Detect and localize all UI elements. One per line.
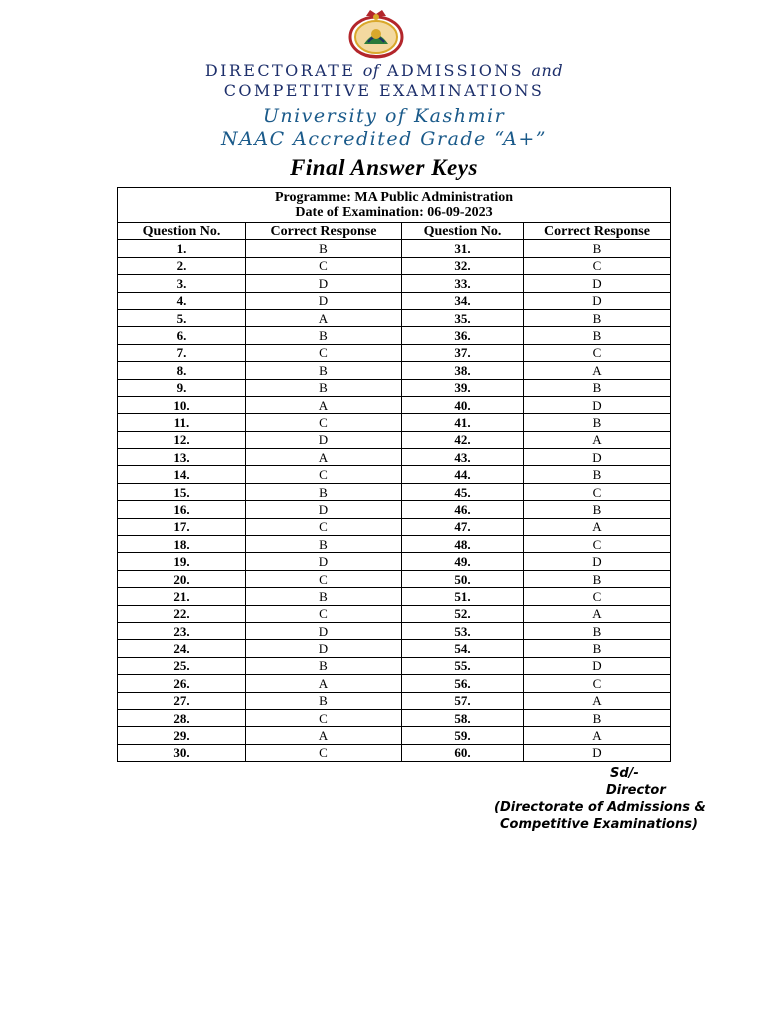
column-header-question-no-2: Question No. <box>402 223 524 240</box>
question-number-cell: 51. <box>402 588 524 605</box>
question-number-cell: 1. <box>118 240 246 257</box>
table-row <box>118 362 671 379</box>
question-number-cell: 22. <box>118 605 246 622</box>
correct-response-cell: D <box>524 657 671 674</box>
exam-info-row <box>118 188 671 223</box>
question-number-cell: 10. <box>118 396 246 413</box>
question-number-cell: 23. <box>118 622 246 639</box>
university-name: University of Kashmir <box>262 105 506 127</box>
question-number-cell: 3. <box>118 275 246 292</box>
table-row <box>118 344 671 361</box>
programme-value: : MA Public Administration <box>346 190 514 205</box>
correct-response-cell: B <box>524 240 671 257</box>
table-row <box>118 605 671 622</box>
question-number-cell: 27. <box>118 692 246 709</box>
question-number-cell: 46. <box>402 501 524 518</box>
correct-response-cell: C <box>524 483 671 500</box>
table-row <box>118 257 671 274</box>
header-admissions-word: ADMISSIONS <box>386 61 524 80</box>
column-header-question-no-1: Question No. <box>118 223 246 240</box>
question-number-cell: 12. <box>118 431 246 448</box>
question-number-cell: 30. <box>118 744 246 761</box>
question-number-cell: 58. <box>402 709 524 726</box>
correct-response-cell: B <box>246 379 402 396</box>
programme-line <box>118 190 670 205</box>
correct-response-cell: C <box>246 570 402 587</box>
question-number-cell: 49. <box>402 553 524 570</box>
question-number-cell: 44. <box>402 466 524 483</box>
signature-role: Director <box>606 783 666 798</box>
correct-response-cell: A <box>524 431 671 448</box>
correct-response-cell: D <box>524 449 671 466</box>
header-and-word: and <box>531 61 564 80</box>
question-number-cell: 55. <box>402 657 524 674</box>
question-number-cell: 16. <box>118 501 246 518</box>
question-number-cell: 9. <box>118 379 246 396</box>
correct-response-cell: B <box>524 709 671 726</box>
correct-response-cell: A <box>246 727 402 744</box>
question-number-cell: 43. <box>402 449 524 466</box>
correct-response-cell: B <box>246 536 402 553</box>
question-number-cell: 13. <box>118 449 246 466</box>
header-competitive-line: COMPETITIVE EXAMINATIONS <box>223 81 545 100</box>
table-row <box>118 292 671 309</box>
correct-response-cell: B <box>246 483 402 500</box>
header-of-word: of <box>362 61 380 80</box>
question-number-cell: 5. <box>118 309 246 326</box>
question-number-cell: 21. <box>118 588 246 605</box>
correct-response-cell: C <box>246 518 402 535</box>
correct-response-cell: D <box>246 431 402 448</box>
correct-response-cell: D <box>524 275 671 292</box>
correct-response-cell: B <box>524 501 671 518</box>
correct-response-cell: B <box>524 466 671 483</box>
correct-response-cell: B <box>524 379 671 396</box>
table-row <box>118 379 671 396</box>
exam-info <box>118 188 671 223</box>
correct-response-cell: B <box>524 309 671 326</box>
answer-key-body <box>118 240 671 762</box>
question-number-cell: 35. <box>402 309 524 326</box>
correct-response-cell: B <box>524 327 671 344</box>
correct-response-cell: B <box>524 570 671 587</box>
question-number-cell: 39. <box>402 379 524 396</box>
correct-response-cell: A <box>524 362 671 379</box>
correct-response-cell: A <box>246 675 402 692</box>
correct-response-cell: B <box>246 692 402 709</box>
question-number-cell: 32. <box>402 257 524 274</box>
question-number-cell: 20. <box>118 570 246 587</box>
table-row <box>118 327 671 344</box>
column-header-correct-response-2: Correct Response <box>524 223 671 240</box>
question-number-cell: 50. <box>402 570 524 587</box>
correct-response-cell: C <box>246 344 402 361</box>
correct-response-cell: C <box>524 588 671 605</box>
question-number-cell: 2. <box>118 257 246 274</box>
correct-response-cell: B <box>246 657 402 674</box>
correct-response-cell: C <box>246 709 402 726</box>
correct-response-cell: C <box>246 414 402 431</box>
question-number-cell: 7. <box>118 344 246 361</box>
question-number-cell: 40. <box>402 396 524 413</box>
question-number-cell: 53. <box>402 622 524 639</box>
naac-accreditation: NAAC Accredited Grade “A+” <box>221 128 547 150</box>
page-title: Final Answer Keys <box>290 155 478 180</box>
correct-response-cell: C <box>246 257 402 274</box>
question-number-cell: 14. <box>118 466 246 483</box>
correct-response-cell: D <box>524 744 671 761</box>
question-number-cell: 54. <box>402 640 524 657</box>
correct-response-cell: D <box>246 622 402 639</box>
question-number-cell: 48. <box>402 536 524 553</box>
question-number-cell: 15. <box>118 483 246 500</box>
question-number-cell: 6. <box>118 327 246 344</box>
table-row <box>118 309 671 326</box>
table-row <box>118 396 671 413</box>
correct-response-cell: C <box>524 344 671 361</box>
correct-response-cell: A <box>524 692 671 709</box>
question-number-cell: 56. <box>402 675 524 692</box>
correct-response-cell: C <box>246 744 402 761</box>
correct-response-cell: B <box>524 622 671 639</box>
correct-response-cell: D <box>246 640 402 657</box>
signature-org-line2: Competitive Examinations) <box>500 817 698 832</box>
correct-response-cell: D <box>246 501 402 518</box>
question-number-cell: 59. <box>402 727 524 744</box>
question-number-cell: 24. <box>118 640 246 657</box>
table-row <box>118 553 671 570</box>
correct-response-cell: A <box>246 309 402 326</box>
question-number-cell: 4. <box>118 292 246 309</box>
correct-response-cell: A <box>524 605 671 622</box>
question-number-cell: 33. <box>402 275 524 292</box>
table-row <box>118 449 671 466</box>
question-number-cell: 52. <box>402 605 524 622</box>
question-number-cell: 37. <box>402 344 524 361</box>
table-row <box>118 640 671 657</box>
table-header-row <box>118 223 671 240</box>
table-row <box>118 501 671 518</box>
correct-response-cell: B <box>246 327 402 344</box>
table-row <box>118 675 671 692</box>
question-number-cell: 17. <box>118 518 246 535</box>
correct-response-cell: C <box>524 257 671 274</box>
correct-response-cell: C <box>246 466 402 483</box>
correct-response-cell: D <box>246 292 402 309</box>
signature-sd: Sd/- <box>610 766 639 781</box>
correct-response-cell: B <box>524 414 671 431</box>
header-directorate-word: DIRECTORATE <box>204 61 356 80</box>
table-row <box>118 588 671 605</box>
question-number-cell: 38. <box>402 362 524 379</box>
question-number-cell: 36. <box>402 327 524 344</box>
answer-key-table <box>117 187 671 762</box>
signature-org-line1: (Directorate of Admissions & <box>494 800 706 815</box>
question-number-cell: 29. <box>118 727 246 744</box>
table-row <box>118 570 671 587</box>
correct-response-cell: B <box>246 362 402 379</box>
table-row <box>118 466 671 483</box>
question-number-cell: 45. <box>402 483 524 500</box>
correct-response-cell: D <box>246 275 402 292</box>
table-row <box>118 536 671 553</box>
column-header-correct-response-1: Correct Response <box>246 223 402 240</box>
table-row <box>118 744 671 761</box>
question-number-cell: 34. <box>402 292 524 309</box>
university-emblem-icon <box>348 8 404 60</box>
table-row <box>118 657 671 674</box>
correct-response-cell: D <box>524 292 671 309</box>
question-number-cell: 8. <box>118 362 246 379</box>
question-number-cell: 41. <box>402 414 524 431</box>
correct-response-cell: C <box>524 675 671 692</box>
table-row <box>118 483 671 500</box>
table-row <box>118 414 671 431</box>
correct-response-cell: B <box>246 588 402 605</box>
question-number-cell: 25. <box>118 657 246 674</box>
correct-response-cell: A <box>246 449 402 466</box>
correct-response-cell: D <box>246 553 402 570</box>
question-number-cell: 19. <box>118 553 246 570</box>
question-number-cell: 31. <box>402 240 524 257</box>
table-row <box>118 692 671 709</box>
table-row <box>118 240 671 257</box>
question-number-cell: 42. <box>402 431 524 448</box>
correct-response-cell: D <box>524 553 671 570</box>
correct-response-cell: B <box>524 640 671 657</box>
table-row <box>118 275 671 292</box>
question-number-cell: 60. <box>402 744 524 761</box>
question-number-cell: 26. <box>118 675 246 692</box>
correct-response-cell: A <box>524 518 671 535</box>
programme-label: Programme <box>274 190 347 205</box>
question-number-cell: 28. <box>118 709 246 726</box>
table-row <box>118 709 671 726</box>
correct-response-cell: A <box>524 727 671 744</box>
correct-response-cell: D <box>524 396 671 413</box>
exam-date: Date of Examination: 06-09-2023 <box>295 205 493 220</box>
table-row <box>118 622 671 639</box>
correct-response-cell: C <box>524 536 671 553</box>
question-number-cell: 57. <box>402 692 524 709</box>
question-number-cell: 47. <box>402 518 524 535</box>
question-number-cell: 18. <box>118 536 246 553</box>
correct-response-cell: C <box>246 605 402 622</box>
correct-response-cell: B <box>246 240 402 257</box>
table-row <box>118 727 671 744</box>
correct-response-cell: A <box>246 396 402 413</box>
table-row <box>118 518 671 535</box>
question-number-cell: 11. <box>118 414 246 431</box>
header-directorate-line <box>0 61 768 80</box>
table-row <box>118 431 671 448</box>
